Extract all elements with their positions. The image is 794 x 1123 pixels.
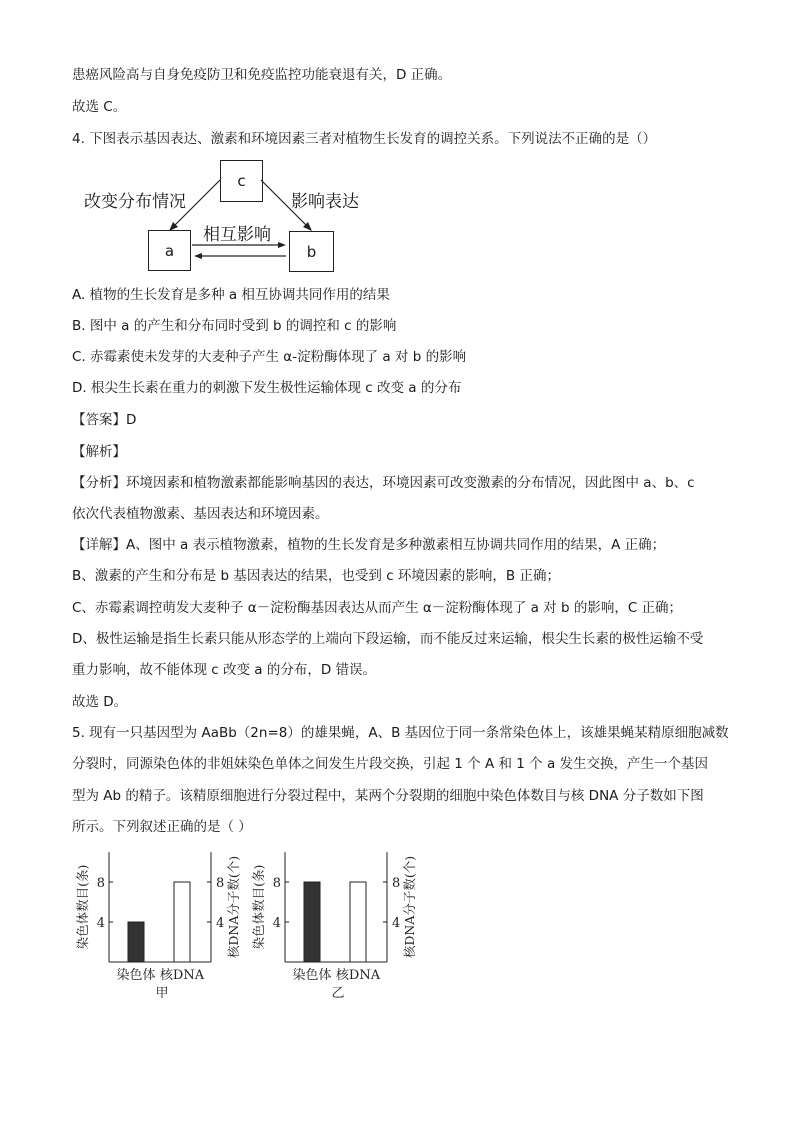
y2-axis-label: 核DNA分子数(个) [402,855,417,959]
analysis-heading: 【解析】 [72,444,126,460]
bar-dna [350,882,366,962]
y-tick-label: 8 [96,876,105,891]
detail-text: C、赤霉素调控萌发大麦种子 α－淀粉酶基因表达从而产生 α－淀粉酶体现了 a 对 b 的影响，C 正确； [72,600,683,616]
category-label: 染色体 [292,968,332,983]
y2-tick-label: 8 [216,876,225,891]
category-label: 核DNA [335,968,381,983]
bar-dna [174,882,190,962]
question-5-stem: 型为 Ab 的精子。该精原细胞进行分裂过程中，某两个分裂期的细胞中染色体数目与核 DNA 分子数如下图 [72,788,704,804]
question-5-stem: 5. 现有一只基因型为 AaBb（2n=8）的雄果蝇，A、B 基因位于同一条常染色体上，该雄果蝇某精原细胞减数 [72,725,729,741]
question-5-stem: 所示。下列叙述正确的是（ ） [72,819,252,835]
detail-text: B、激素的产生和分布是 b 基因表达的结果，也受到 c 环境因素的影响，B 正确； [72,568,560,584]
box-a: a [148,230,191,271]
y-tick-label: 4 [96,916,105,931]
label-affect-expression: 影响表达 [291,192,359,212]
chart-title: 乙 [331,986,345,1001]
answer: 【答案】D [72,412,137,428]
text-line: 患癌风险高与自身免疫防卫和免疫监控功能衰退有关，D 正确。 [72,67,452,83]
detail-text: D、极性运输是指生长素只能从形态学的上端向下段运输，而不能反过来运输，根尖生长素的极性运输不受 [72,631,704,647]
y2-axis-label: 核DNA分子数(个) [226,855,241,959]
detail-text: 【详解】A、图中 a 表示植物激素，植物的生长发育是多种激素相互协调共同作用的结果，A 正确； [72,537,666,553]
y-tick-label: 8 [272,876,281,891]
y-axis-label: 染色体数目(条) [251,864,266,950]
text-line: 故选 D。 [72,694,128,710]
y2-tick-label: 4 [216,916,225,931]
label-mutual-influence: 相互影响 [203,225,271,245]
box-b: b [289,231,334,272]
option-a: A. 植物的生长发育是多种 a 相互协调共同作用的结果 [72,287,390,303]
label-change-distribution: 改变分布情况 [84,192,186,212]
text-line: 故选 C。 [72,99,127,115]
option-c: C. 赤霉素使未发芽的大麦种子产生 α-淀粉酶体现了 a 对 b 的影响 [72,349,467,365]
analysis-text: 依次代表植物激素、基因表达和环境因素。 [72,506,329,522]
question-5-stem: 分裂时，同源染色体的非姐妹染色单体之间发生片段交换，引起 1 个 A 和 1 个 a 发生交换，产生一个基因 [72,756,709,772]
bar-chromosome [128,922,144,962]
chart-title: 甲 [155,986,169,1001]
question-4-stem: 4. 下图表示基因表达、激素和环境因素三者对植物生长发育的调控关系。下列说法不正确的是（） [72,131,657,147]
y-tick-label: 4 [272,916,281,931]
option-d: D. 根尖生长素在重力的刺激下发生极性运输体现 c 改变 a 的分布 [72,380,462,396]
regulation-diagram [80,160,380,275]
y-axis-label: 染色体数目(条) [75,864,90,950]
option-b: B. 图中 a 的产生和分布同时受到 b 的调控和 c 的影响 [72,318,397,334]
y2-tick-label: 4 [392,916,401,931]
analysis-text: 【分析】环境因素和植物激素都能影响基因的表达，环境因素可改变激素的分布情况，因此图中 a、b、c [72,475,695,491]
category-label: 染色体 [116,968,156,983]
bar-chromosome [304,882,320,962]
bar-chart-jia [72,850,242,1010]
category-label: 核DNA [159,968,205,983]
y2-tick-label: 8 [392,876,401,891]
diagram-arrows [80,160,380,275]
box-c: c [220,160,263,202]
detail-text: 重力影响，故不能体现 c 改变 a 的分布，D 错误。 [72,662,377,678]
bar-chart-yi [248,850,418,1010]
